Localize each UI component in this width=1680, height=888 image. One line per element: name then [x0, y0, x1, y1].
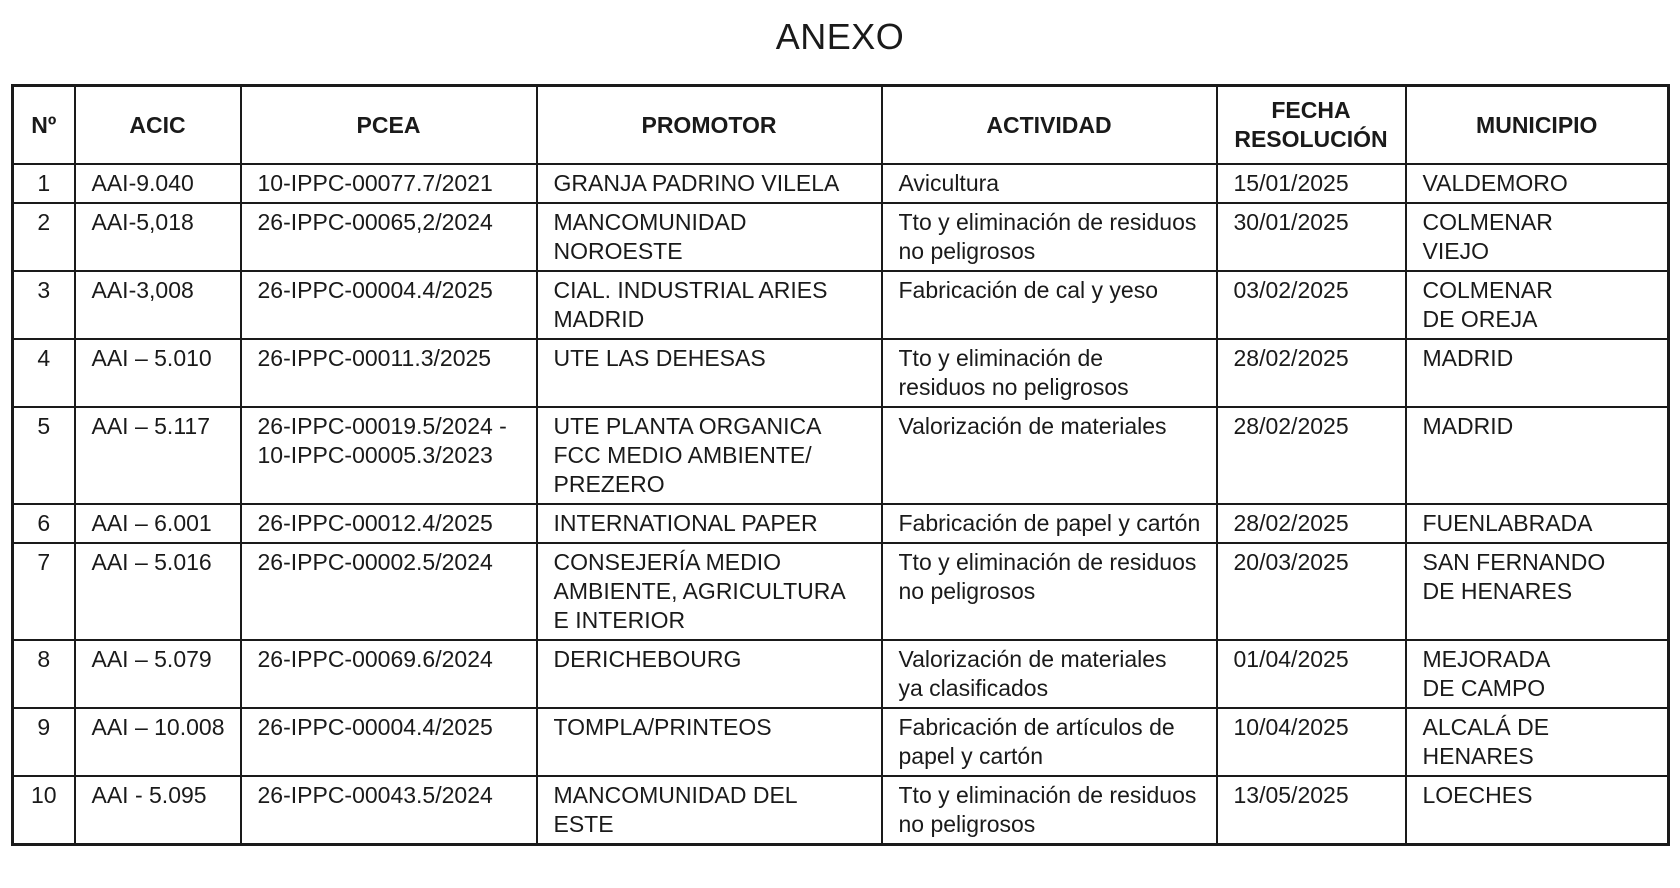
cell-fecha: 13/05/2025: [1217, 776, 1406, 845]
cell-fecha: 20/03/2025: [1217, 543, 1406, 640]
cell-acic: AAI – 6.001: [75, 504, 241, 543]
cell-acic: AAI-5,018: [75, 203, 241, 271]
cell-num: 3: [13, 271, 75, 339]
cell-num: 1: [13, 164, 75, 203]
cell-municipio: LOECHES: [1406, 776, 1669, 845]
cell-fecha: 28/02/2025: [1217, 504, 1406, 543]
table-row: [13, 271, 1669, 339]
header-row: [13, 86, 1669, 165]
cell-municipio: MEJORADA DE CAMPO: [1406, 640, 1669, 708]
cell-acic: AAI – 5.117: [75, 407, 241, 504]
cell-acic: AAI - 5.095: [75, 776, 241, 845]
cell-fecha: 30/01/2025: [1217, 203, 1406, 271]
annex-table: [11, 84, 1670, 846]
cell-actividad: Tto y eliminación de residuos no peligrosos: [882, 203, 1217, 271]
cell-actividad: Fabricación de papel y cartón: [882, 504, 1217, 543]
cell-promotor: UTE PLANTA ORGANICA FCC MEDIO AMBIENTE/ PREZERO: [537, 407, 882, 504]
table-row: [13, 504, 1669, 543]
cell-promotor: INTERNATIONAL PAPER: [537, 504, 882, 543]
cell-municipio: FUENLABRADA: [1406, 504, 1669, 543]
cell-fecha: 03/02/2025: [1217, 271, 1406, 339]
cell-promotor: CONSEJERÍA MEDIO AMBIENTE, AGRICULTURA E INTERIOR: [537, 543, 882, 640]
header-municipio: MUNICIPIO: [1406, 86, 1669, 165]
cell-num: 5: [13, 407, 75, 504]
cell-acic: AAI – 5.079: [75, 640, 241, 708]
cell-fecha: 15/01/2025: [1217, 164, 1406, 203]
cell-promotor: CIAL. INDUSTRIAL ARIES MADRID: [537, 271, 882, 339]
cell-num: 10: [13, 776, 75, 845]
cell-municipio: MADRID: [1406, 407, 1669, 504]
cell-promotor: DERICHEBOURG: [537, 640, 882, 708]
cell-pcea: 26-IPPC-00012.4/2025: [241, 504, 537, 543]
table-row: [13, 339, 1669, 407]
cell-actividad: Tto y eliminación de residuos no peligrosos: [882, 776, 1217, 845]
cell-num: 6: [13, 504, 75, 543]
cell-num: 4: [13, 339, 75, 407]
table-row: [13, 203, 1669, 271]
cell-actividad: Avicultura: [882, 164, 1217, 203]
cell-actividad: Fabricación de cal y yeso: [882, 271, 1217, 339]
cell-num: 7: [13, 543, 75, 640]
cell-pcea: 26-IPPC-00019.5/2024 - 10-IPPC-00005.3/2023: [241, 407, 537, 504]
cell-pcea: 26-IPPC-00002.5/2024: [241, 543, 537, 640]
cell-num: 2: [13, 203, 75, 271]
cell-pcea: 26-IPPC-00065,2/2024: [241, 203, 537, 271]
cell-municipio: COLMENAR VIEJO: [1406, 203, 1669, 271]
table-row: [13, 164, 1669, 203]
cell-municipio: ALCALÁ DE HENARES: [1406, 708, 1669, 776]
cell-acic: AAI-9.040: [75, 164, 241, 203]
cell-pcea: 26-IPPC-00069.6/2024: [241, 640, 537, 708]
cell-promotor: MANCOMUNIDAD DEL ESTE: [537, 776, 882, 845]
table-row: [13, 407, 1669, 504]
cell-pcea: 10-IPPC-00077.7/2021: [241, 164, 537, 203]
cell-promotor: UTE LAS DEHESAS: [537, 339, 882, 407]
cell-acic: AAI – 5.010: [75, 339, 241, 407]
cell-num: 9: [13, 708, 75, 776]
cell-acic: AAI – 10.008: [75, 708, 241, 776]
cell-pcea: 26-IPPC-00004.4/2025: [241, 708, 537, 776]
table-row: [13, 640, 1669, 708]
header-promotor: PROMOTOR: [537, 86, 882, 165]
cell-promotor: TOMPLA/PRINTEOS: [537, 708, 882, 776]
cell-acic: AAI-3,008: [75, 271, 241, 339]
cell-promotor: GRANJA PADRINO VILELA: [537, 164, 882, 203]
cell-acic: AAI – 5.016: [75, 543, 241, 640]
cell-municipio: MADRID: [1406, 339, 1669, 407]
cell-actividad: Tto y eliminación de residuos no peligrosos: [882, 543, 1217, 640]
header-pcea: PCEA: [241, 86, 537, 165]
cell-promotor: MANCOMUNIDAD NOROESTE: [537, 203, 882, 271]
cell-fecha: 01/04/2025: [1217, 640, 1406, 708]
cell-pcea: 26-IPPC-00043.5/2024: [241, 776, 537, 845]
cell-pcea: 26-IPPC-00004.4/2025: [241, 271, 537, 339]
cell-municipio: VALDEMORO: [1406, 164, 1669, 203]
cell-num: 8: [13, 640, 75, 708]
cell-actividad: Tto y eliminación de residuos no peligrosos: [882, 339, 1217, 407]
header-num: Nº: [13, 86, 75, 165]
cell-pcea: 26-IPPC-00011.3/2025: [241, 339, 537, 407]
cell-fecha: 10/04/2025: [1217, 708, 1406, 776]
cell-municipio: COLMENAR DE OREJA: [1406, 271, 1669, 339]
cell-actividad: Fabricación de artículos de papel y cartón: [882, 708, 1217, 776]
table-row: [13, 543, 1669, 640]
header-acic: ACIC: [75, 86, 241, 165]
cell-fecha: 28/02/2025: [1217, 407, 1406, 504]
header-fecha-resolucion: FECHA RESOLUCIÓN: [1217, 86, 1406, 165]
cell-municipio: SAN FERNANDO DE HENARES: [1406, 543, 1669, 640]
header-actividad: ACTIVIDAD: [882, 86, 1217, 165]
page-title: ANEXO: [775, 16, 905, 57]
cell-actividad: Valorización de materiales ya clasificados: [882, 640, 1217, 708]
table-row: [13, 708, 1669, 776]
table-row: [13, 776, 1669, 845]
cell-actividad: Valorización de materiales: [882, 407, 1217, 504]
cell-fecha: 28/02/2025: [1217, 339, 1406, 407]
